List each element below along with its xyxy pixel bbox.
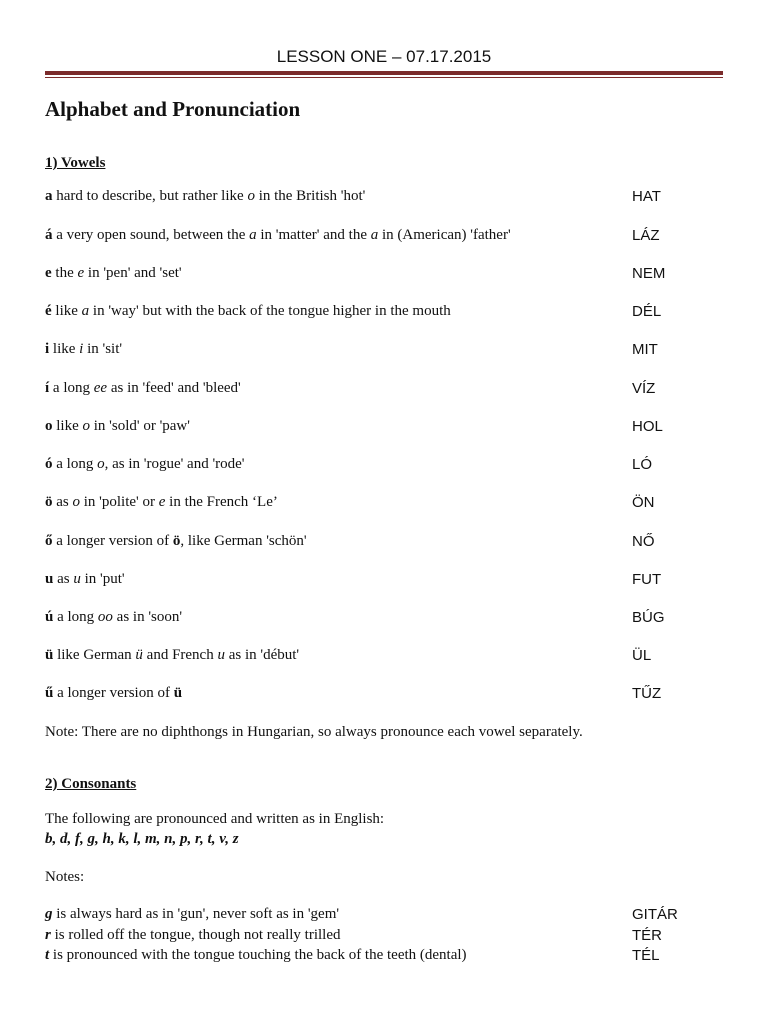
vowel-row: i like i in 'sit' MIT (45, 341, 658, 358)
consonant-example: GITÁR (632, 906, 678, 923)
vowel-letter: í (45, 380, 50, 396)
vowel-row: é like a in 'way' but with the back of the tongue higher in the mouth DÉL (45, 303, 662, 320)
lesson-title: LESSON ONE – 07.17.2015 (276, 47, 492, 66)
vowel-example: LÁZ (632, 227, 660, 244)
consonant-row: t is pronounced with the tongue touching the back of the teeth (dental) TÉL (45, 947, 660, 964)
consonant-letter: g (45, 906, 53, 922)
vowels-heading: 1) Vowels (45, 155, 106, 171)
vowel-letter: ó (45, 456, 53, 472)
vowel-example: LÓ (632, 456, 653, 473)
vowel-example: HOL (632, 418, 663, 435)
header-rule-thin (45, 77, 723, 78)
vowel-example: HAT (632, 188, 661, 205)
vowel-example: NEM (632, 265, 666, 282)
vowel-row: e the e in 'pen' and 'set' NEM (45, 265, 666, 282)
vowel-row: ó a long o, as in 'rogue' and 'rode' LÓ (45, 456, 653, 473)
vowel-letter: ű (45, 685, 54, 701)
vowel-letter: o (45, 418, 53, 434)
vowel-row: á a very open sound, between the a in 'matter' and the a in (American) 'father' LÁZ (45, 227, 660, 244)
vowel-example: TŰZ (632, 685, 662, 702)
notes-label: Notes: (45, 869, 85, 885)
vowel-row: a hard to describe, but rather like o in the British 'hot' HAT (45, 188, 661, 205)
vowel-example: DÉL (632, 303, 662, 320)
vowel-letter: ő (45, 533, 53, 549)
consonant-example: TÉL (632, 947, 660, 964)
consonants-intro: The following are pronounced and written as in English: (45, 811, 385, 827)
consonants-heading: 2) Consonants (45, 776, 137, 792)
vowel-row: í a long ee as in 'feed' and 'bleed' VÍZ (45, 380, 656, 397)
vowel-example: FUT (632, 571, 662, 588)
vowels-note: Note: There are no diphthongs in Hungarian, so always pronounce each vowel separately. (45, 724, 583, 740)
english-consonant-list: b, d, f, g, h, k, l, m, n, p, r, t, v, z (45, 831, 239, 847)
vowel-example: BÚG (632, 609, 665, 626)
vowel-row: ű a longer version of ü TŰZ (45, 685, 662, 702)
consonant-row: g is always hard as in 'gun', never soft as in 'gem' GITÁR (45, 906, 678, 923)
consonant-row: r is rolled off the tongue, though not really trilled TÉR (45, 927, 662, 944)
vowel-letter: ü (45, 647, 54, 663)
vowel-letter: i (45, 341, 50, 357)
vowel-row: ő a longer version of ö, like German 'schön' NŐ (45, 533, 655, 550)
consonant-example: TÉR (632, 927, 662, 944)
vowel-example: MIT (632, 341, 658, 358)
vowel-letter: u (45, 571, 54, 587)
header-rule-thick (45, 71, 723, 75)
vowel-letter: ú (45, 609, 54, 625)
page-title: Alphabet and Pronunciation (45, 97, 301, 121)
vowel-row: ú a long oo as in 'soon' BÚG (45, 609, 665, 626)
vowel-letter: a (45, 188, 53, 204)
vowel-example: ÖN (632, 494, 655, 511)
vowel-example: ÜL (632, 647, 652, 664)
vowel-row: o like o in 'sold' or 'paw' HOL (45, 418, 663, 435)
vowel-row: ö as o in 'polite' or e in the French ‘Le’ ÖN (45, 494, 655, 511)
vowel-row: ü like German ü and French u as in 'début' ÜL (45, 647, 652, 664)
consonant-letter: t (45, 947, 50, 963)
vowel-letter: e (45, 265, 52, 281)
vowel-letter: ö (45, 494, 53, 510)
vowel-row: u as u in 'put' FUT (45, 571, 662, 588)
vowel-letter: á (45, 227, 53, 243)
vowel-example: NŐ (632, 533, 655, 550)
vowel-example: VÍZ (632, 380, 656, 397)
vowel-letter: é (45, 303, 52, 319)
consonant-letter: r (45, 927, 51, 943)
